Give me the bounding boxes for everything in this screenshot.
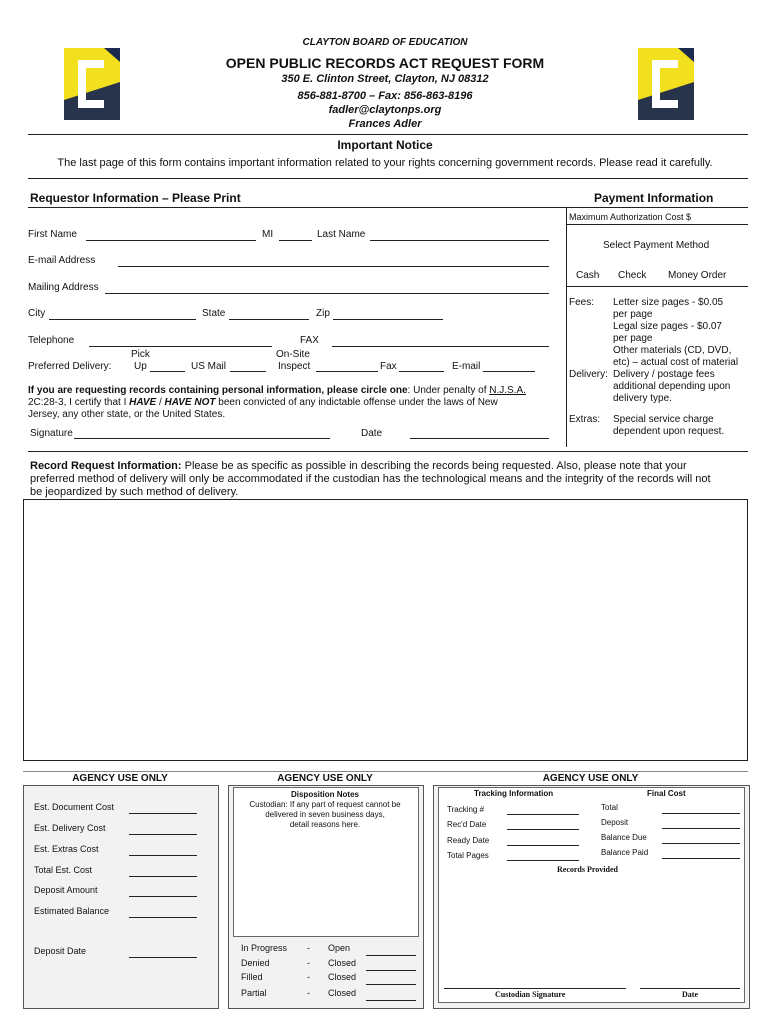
delivery-line: delivery type. bbox=[613, 393, 672, 404]
fees-line: etc) – actual cost of material bbox=[613, 357, 739, 368]
total-est-cost-label: Total Est. Cost bbox=[34, 865, 93, 875]
fees-line: per page bbox=[613, 333, 653, 344]
money-order-option[interactable]: Money Order bbox=[668, 270, 727, 281]
pick-label: Pick bbox=[131, 349, 150, 360]
balance-paid-field[interactable] bbox=[662, 858, 740, 859]
payment-heading: Payment Information bbox=[594, 191, 714, 205]
fees-label: Fees: bbox=[569, 297, 595, 308]
agency-box-left bbox=[23, 785, 219, 1009]
delivery-line: Delivery / postage fees bbox=[613, 369, 715, 380]
deposit-date-field[interactable] bbox=[129, 957, 197, 958]
status-filled-field[interactable] bbox=[366, 984, 416, 985]
up-label: Up bbox=[134, 361, 147, 372]
city-label: City bbox=[28, 308, 46, 319]
est-delivery-cost-field[interactable] bbox=[129, 834, 197, 835]
payment-column-divider bbox=[566, 207, 567, 447]
email-field[interactable] bbox=[118, 266, 549, 267]
custodian-signature-field[interactable] bbox=[444, 988, 626, 989]
balance-due-field[interactable] bbox=[662, 843, 740, 844]
mailing-field[interactable] bbox=[105, 293, 549, 294]
telephone-label: Telephone bbox=[28, 335, 75, 346]
notice-heading: Important Notice bbox=[337, 138, 433, 152]
tracking-title: Tracking Information bbox=[474, 789, 554, 798]
email-option-field[interactable] bbox=[483, 371, 535, 372]
custodian-date-label: Date bbox=[682, 990, 698, 999]
ready-date-field[interactable] bbox=[507, 845, 579, 846]
personal-info-certification: If you are requesting records containing personal information, please circle one: Under penalty of N.J.S.A. 2C:28-3, I certify that I HAVE / HAVE NOT been convicted of any indictable offense under the laws of New Jersey, any other state, or the United States. bbox=[28, 385, 526, 420]
deposit-date-label: Deposit Date bbox=[34, 946, 87, 956]
status-dash: - bbox=[307, 972, 310, 982]
fax-field[interactable] bbox=[332, 346, 549, 347]
cash-option[interactable]: Cash bbox=[576, 270, 600, 281]
status-closed-filled[interactable]: Closed bbox=[328, 972, 357, 982]
section-divider bbox=[28, 207, 748, 208]
status-open[interactable]: Open bbox=[328, 943, 351, 953]
est-document-cost-field[interactable] bbox=[129, 813, 197, 814]
record-request-info: Record Request Information: Please be as specific as possible in describing the records being requested. Also, please note that your preferred method of delivery will only be accommodated if the custodian has the technological means and the integrity of the records will not be jeopardized by such method of delivery. bbox=[30, 460, 711, 498]
phone-fax: 856-881-8700 – Fax: 856-863-8196 bbox=[297, 90, 473, 102]
mi-field[interactable] bbox=[279, 240, 312, 241]
status-dash: - bbox=[307, 988, 310, 998]
delivery-line: additional depending upon bbox=[613, 381, 731, 392]
est-delivery-cost-label: Est. Delivery Cost bbox=[34, 823, 106, 833]
fees-line: Letter size pages - $0.05 bbox=[613, 297, 724, 308]
first-name-field[interactable] bbox=[86, 240, 256, 241]
last-name-label: Last Name bbox=[317, 229, 366, 240]
state-label: State bbox=[202, 308, 226, 319]
mailing-label: Mailing Address bbox=[28, 282, 99, 293]
status-open-field[interactable] bbox=[366, 955, 416, 956]
recd-date-label: Rec'd Date bbox=[447, 820, 487, 829]
agency-heading-left: AGENCY USE ONLY bbox=[72, 773, 168, 784]
status-partial-field[interactable] bbox=[366, 1000, 416, 1001]
records-provided-area[interactable] bbox=[444, 877, 736, 985]
balance-paid-label: Balance Paid bbox=[601, 848, 649, 857]
record-request-textarea[interactable] bbox=[23, 499, 748, 761]
contact-email: fadler@claytonps.org bbox=[328, 104, 442, 116]
board-name: CLAYTON BOARD OF EDUCATION bbox=[302, 37, 468, 48]
signature-label: Signature bbox=[30, 428, 73, 439]
have-option[interactable]: HAVE bbox=[129, 397, 157, 408]
usmail-field[interactable] bbox=[230, 371, 266, 372]
status-denied[interactable]: Denied bbox=[241, 958, 270, 968]
final-total-field[interactable] bbox=[662, 813, 740, 814]
deposit-amount-label: Deposit Amount bbox=[34, 885, 98, 895]
disposition-title: Disposition Notes bbox=[290, 790, 359, 799]
recd-date-field[interactable] bbox=[507, 829, 579, 830]
form-title: OPEN PUBLIC RECORDS ACT REQUEST FORM bbox=[225, 55, 545, 71]
custodian-date-field[interactable] bbox=[640, 988, 740, 989]
custodian-signature-label: Custodian Signature bbox=[495, 990, 566, 999]
inspect-field[interactable] bbox=[316, 371, 378, 372]
usmail-label: US Mail bbox=[191, 361, 227, 372]
tracking-number-label: Tracking # bbox=[447, 805, 485, 814]
date-label: Date bbox=[361, 428, 383, 439]
zip-field[interactable] bbox=[333, 319, 443, 320]
ready-date-label: Ready Date bbox=[447, 836, 490, 845]
final-cost-title: Final Cost bbox=[647, 789, 686, 798]
fax-label: FAX bbox=[300, 335, 319, 346]
tracking-number-field[interactable] bbox=[507, 814, 579, 815]
final-deposit-field[interactable] bbox=[662, 828, 740, 829]
total-est-cost-field[interactable] bbox=[129, 876, 197, 877]
max-auth-field[interactable] bbox=[566, 224, 748, 225]
est-extras-cost-label: Est. Extras Cost bbox=[34, 844, 99, 854]
fax-option-field[interactable] bbox=[399, 371, 444, 372]
balance-due-label: Balance Due bbox=[601, 833, 647, 842]
disposition-text: Custodian: If any part of request cannot be delivered in seven business days, detail reasons here. bbox=[249, 800, 401, 829]
status-closed-partial[interactable]: Closed bbox=[328, 988, 357, 998]
address: 350 E. Clinton Street, Clayton, NJ 08312 bbox=[281, 73, 489, 85]
fees-list bbox=[613, 297, 738, 369]
city-field[interactable] bbox=[49, 319, 196, 320]
telephone-field[interactable] bbox=[89, 346, 272, 347]
max-auth-label: Maximum Authorization Cost $ bbox=[569, 212, 692, 222]
status-denied-field[interactable] bbox=[366, 970, 416, 971]
status-filled[interactable]: Filled bbox=[241, 972, 263, 982]
record-divider bbox=[28, 451, 748, 452]
select-payment-label: Select Payment Method bbox=[603, 240, 710, 251]
records-provided-label: Records Provided bbox=[557, 865, 618, 874]
total-pages-label: Total Pages bbox=[447, 851, 489, 860]
final-deposit-label: Deposit bbox=[601, 818, 629, 827]
estimated-balance-label: Estimated Balance bbox=[34, 906, 110, 916]
extras-line: Special service charge bbox=[613, 414, 714, 425]
final-total-label: Total bbox=[601, 803, 618, 812]
delivery-list bbox=[613, 369, 730, 405]
agency-heading-middle: AGENCY USE ONLY bbox=[277, 773, 373, 784]
est-extras-cost-field[interactable] bbox=[129, 855, 197, 856]
date-field[interactable] bbox=[410, 438, 549, 439]
est-document-cost-label: Est. Document Cost bbox=[34, 802, 115, 812]
preferred-delivery-label: Preferred Delivery: bbox=[28, 361, 112, 372]
deposit-amount-field[interactable] bbox=[129, 896, 197, 897]
fees-line: Legal size pages - $0.07 bbox=[613, 321, 722, 332]
pickup-field[interactable] bbox=[150, 371, 185, 372]
total-pages-field[interactable] bbox=[507, 860, 579, 861]
check-option[interactable]: Check bbox=[618, 270, 647, 281]
signature-field[interactable] bbox=[74, 438, 330, 439]
inspect-label: Inspect bbox=[278, 361, 311, 372]
onsite-label: On-Site bbox=[276, 349, 310, 360]
email-label: E-mail Address bbox=[28, 255, 96, 266]
notice-divider bbox=[28, 134, 748, 135]
notice-divider-bottom bbox=[28, 178, 748, 179]
agency-heading-right: AGENCY USE ONLY bbox=[542, 773, 639, 784]
contact-name: Frances Adler bbox=[348, 118, 422, 130]
requestor-heading: Requestor Information – Please Print bbox=[30, 191, 241, 205]
zip-label: Zip bbox=[316, 308, 330, 319]
fees-line: Other materials (CD, DVD, bbox=[613, 345, 732, 356]
status-in-progress[interactable]: In Progress bbox=[241, 943, 288, 953]
first-name-label: First Name bbox=[28, 229, 77, 240]
extras-label: Extras: bbox=[569, 414, 601, 425]
mi-label: MI bbox=[262, 229, 274, 240]
status-closed-denied[interactable]: Closed bbox=[328, 958, 357, 968]
fax-option-label: Fax bbox=[380, 361, 397, 372]
payment-divider bbox=[566, 286, 748, 287]
state-field[interactable] bbox=[229, 319, 309, 320]
have-not-option[interactable]: HAVE NOT bbox=[164, 397, 216, 408]
status-dash: - bbox=[307, 943, 310, 953]
fees-line: per page bbox=[613, 309, 653, 320]
extras-list bbox=[613, 414, 724, 438]
agency-divider bbox=[23, 771, 748, 772]
last-name-field[interactable] bbox=[370, 240, 549, 241]
estimated-balance-field[interactable] bbox=[129, 917, 197, 918]
status-partial[interactable]: Partial bbox=[241, 988, 267, 998]
delivery-label: Delivery: bbox=[569, 369, 608, 380]
status-dash: - bbox=[307, 958, 310, 968]
email-option-label: E-mail bbox=[452, 361, 481, 372]
notice-text: The last page of this form contains important information related to your rights concerning government records. Please read it carefully. bbox=[57, 157, 713, 169]
extras-line: dependent upon request. bbox=[613, 426, 725, 437]
